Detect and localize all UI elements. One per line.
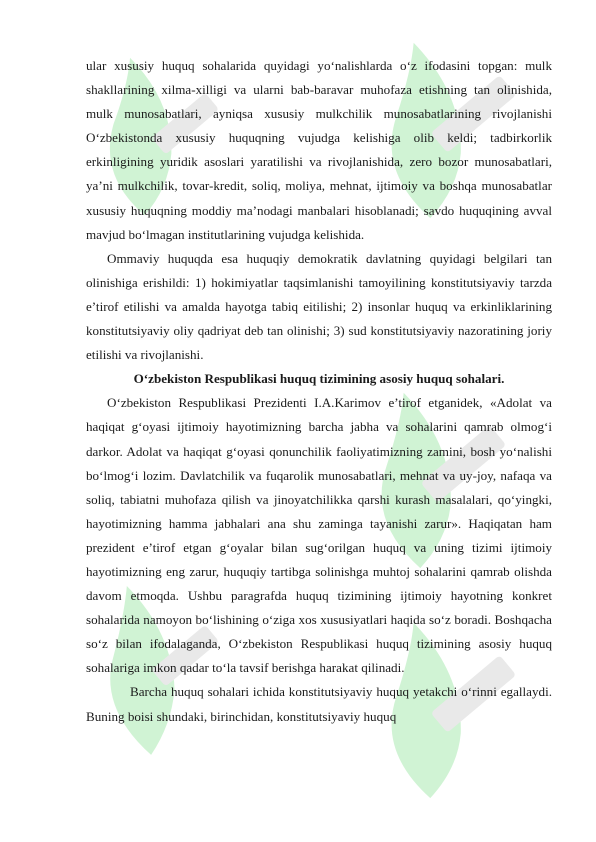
document-body bbox=[86, 54, 552, 729]
paragraph: Barcha huquq sohalari ichida konstitutsiyaviy huquq yetakchi o‘rinni egallaydi. Buning boisi shundaki, birinchidan, konstitutsiyaviy huquq bbox=[86, 684, 552, 724]
paragraph: O‘zbekiston Respublikasi Prezidenti I.A.Karimov e’tirof etganidek, «Adolat va haqiqat g‘oyasi ijtimoiy hayotimizning barcha jabha va sohalarini qamrab olmog‘i darkor. Adolat va haqiqat g‘oyasi qonunchilik faoliyatimizning zamini, bosh yo‘nalishi bo‘lmog‘i lozim. Davlatchilik va fuqarolik munosabatlari, mehnat va uy-joy, nafaqa va soliq, tabiatni muhofaza qilish va jinoyatchilikka qarshi kurash masalalari, qo‘yingki, hayotimizning hamma jabhalari ana shu zaminga tayanishi zarur». Haqiqatan ham prezident e’tirof etgan g‘oyalar bilan sug‘orilgan huquq va uning tizimi ijtimoiy hayotimizning eng zarur, huquqiy tartibga solinishga muhtoj sohalarini qamrab olishda davom etmoqda. Ushbu paragrafda huquq tizimining ijtimoiy hayotning konkret sohalarida namoyon bo‘lishining o‘ziga xos xususiyatlari haqida so‘z boradi. Boshqacha so‘z bilan ifodalaganda, O‘zbekiston Respublikasi huquq tizimining asosiy huquq sohalariga imkon qadar to‘la tavsif berishga harakat qilinadi. bbox=[86, 395, 552, 676]
section-heading: O‘zbekiston Respublikasi huquq tizimining asosiy huquq sohalari. bbox=[133, 371, 505, 387]
paragraph: ular xususiy huquq sohalarida quyidagi yo‘nalishlarda o‘z ifodasini topgan: mulk shakllarining xilma-xilligi va ularni bab-baravar muhofaza etishning tan olinishida, mulk munosabatlari, ayniqsa xususiy mulkchilik munosabatlarining rivojlanishi O‘zbekistonda xususiy huquqning vujudga kelishiga olib keldi; tadbirkorlik erkinligining yuridik asoslari yaratilishi va rivojlanishida, zero bozor munosabatlari, ya’ni mulkchilik, tovar-kredit, soliq, moliya, mehnat, ijtimoiy va boshqa munosabatlar xususiy huquqning moddiy ma’nodagi manbalari hisoblanadi; savdo huquqining avval mavjud bo‘lmagan institutlarining vujudga kelishida. bbox=[86, 58, 552, 242]
paragraph: Ommaviy huquqda esa huquqiy demokratik davlatning quyidagi belgilari tan olinishiga erishildi: 1) hokimiyatlar taqsimlanishi tamoyilining konstitutsiyaviy tarzda e’tirof etilishi va amalda hayotga tabiq eitilishi; 2) insonlar huquq va erkinliklarining konstitutsiyaviy oliy qadriyat deb tan olinishi; 3) sud konstitutsiyaviy nazoratining joriy etilishi va rivojlanishi. bbox=[86, 250, 552, 363]
